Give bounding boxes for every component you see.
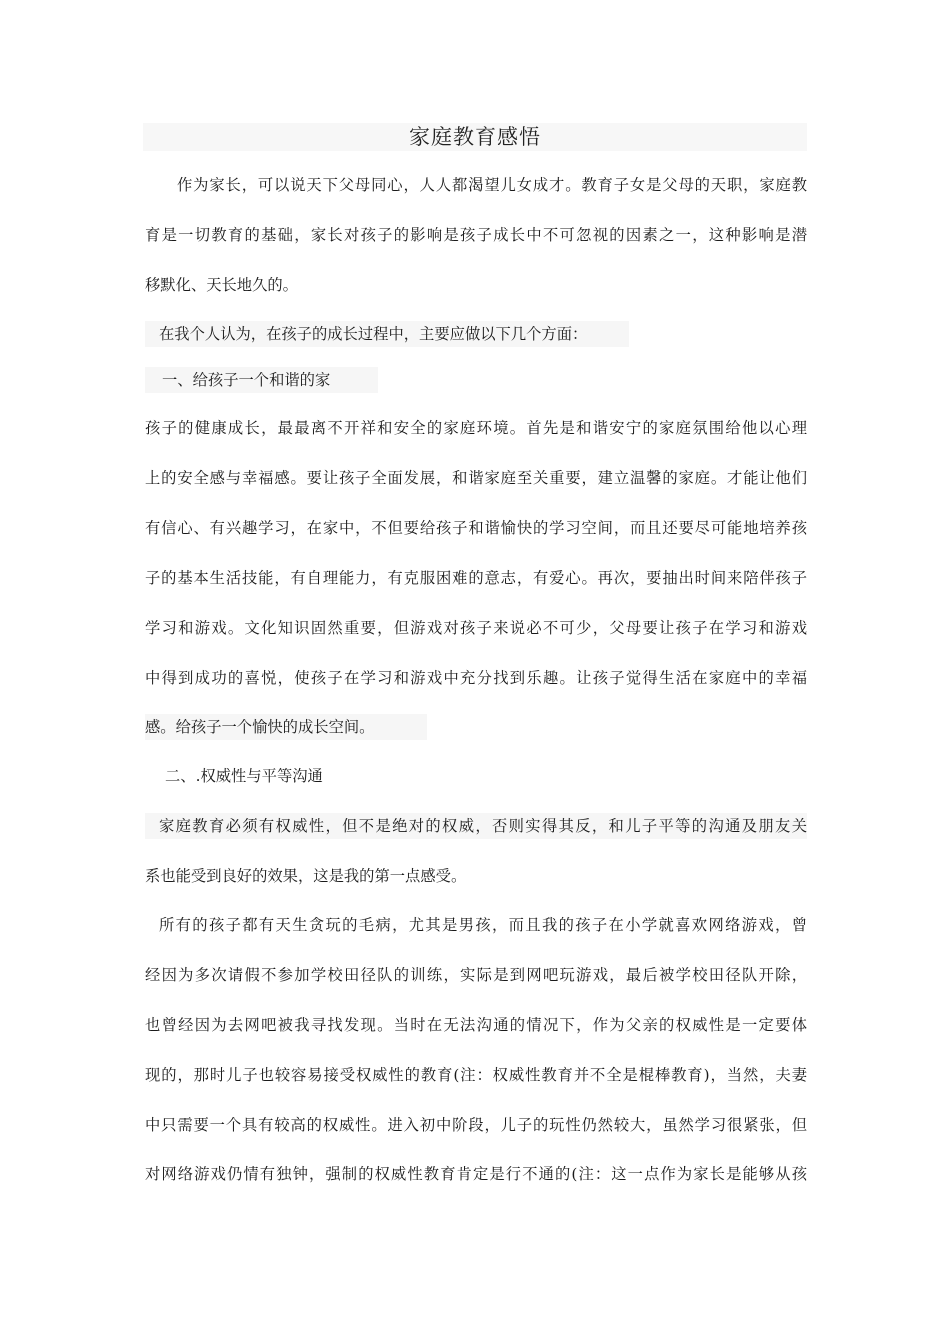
paragraph-line: 所有的孩子都有天生贪玩的毛病，尤其是男孩，而且我的孩子在小学就喜欢网络游戏，曾 <box>159 916 807 934</box>
paragraph-line: 系也能受到良好的效果，这是我的第一点感受。 <box>145 867 467 885</box>
paragraph-line: 育是一切教育的基础，家长对孩子的影响是孩子成长中不可忽视的因素之一，这种影响是潜 <box>145 226 807 244</box>
paragraph-line: 现的，那时儿子也较容易接受权威性的教育(注：权威性教育并不全是棍棒教育)，当然，夫妻 <box>145 1066 807 1084</box>
paragraph-line: 经因为多次请假不参加学校田径队的训练，实际是到网吧玩游戏，最后被学校田径队开除， <box>145 966 807 984</box>
paragraph-line: 作为家长，可以说天下父母同心，人人都渴望儿女成才。教育子女是父母的天职，家庭教 <box>177 176 807 194</box>
paragraph-line: 中只需要一个具有较高的权威性。进入初中阶段，儿子的玩性仍然较大，虽然学习很紧张，但 <box>145 1116 807 1134</box>
paragraph-line: 有信心、有兴趣学习，在家中，不但要给孩子和谐愉快的学习空间，而且还要尽可能地培养孩 <box>145 519 807 537</box>
paragraph-line: 子的基本生活技能，有自理能力，有克服困难的意志，有爱心。再次，要抽出时间来陪伴孩子 <box>145 569 807 587</box>
section-heading: 二、.权威性与平等沟通 <box>165 767 323 785</box>
paragraph-line: 家庭教育必须有权威性，但不是绝对的权威，否则实得其反，和儿子平等的沟通及朋友关 <box>145 813 807 839</box>
paragraph-line: 感。给孩子一个愉快的成长空间。 <box>145 714 427 740</box>
paragraph-line: 对网络游戏仍情有独钟，强制的权威性教育肯定是行不通的(注：这一点作为家长是能够从孩 <box>145 1165 807 1183</box>
paragraph-line: 上的安全感与幸福感。要让孩子全面发展，和谐家庭至关重要，建立温馨的家庭。才能让他们 <box>145 469 807 487</box>
paragraph-line: 也曾经因为去网吧被我寻找发现。当时在无法沟通的情况下，作为父亲的权威性是一定要体 <box>145 1016 807 1034</box>
paragraph-line: 中得到成功的喜悦，使孩子在学习和游戏中充分找到乐趣。让孩子觉得生活在家庭中的幸福 <box>145 669 807 687</box>
paragraph-line: 在我个人认为，在孩子的成长过程中，主要应做以下几个方面： <box>145 321 629 347</box>
paragraph-line: 孩子的健康成长，最最离不开祥和安全的家庭环境。首先是和谐安宁的家庭氛围给他以心理 <box>145 419 807 437</box>
page-title: 家庭教育感悟 <box>409 125 541 149</box>
paragraph-line: 移默化、天长地久的。 <box>145 276 298 294</box>
paragraph-line: 学习和游戏。文化知识固然重要，但游戏对孩子来说必不可少，父母要让孩子在学习和游戏 <box>145 619 807 637</box>
section-heading: 一、给孩子一个和谐的家 <box>145 367 378 393</box>
